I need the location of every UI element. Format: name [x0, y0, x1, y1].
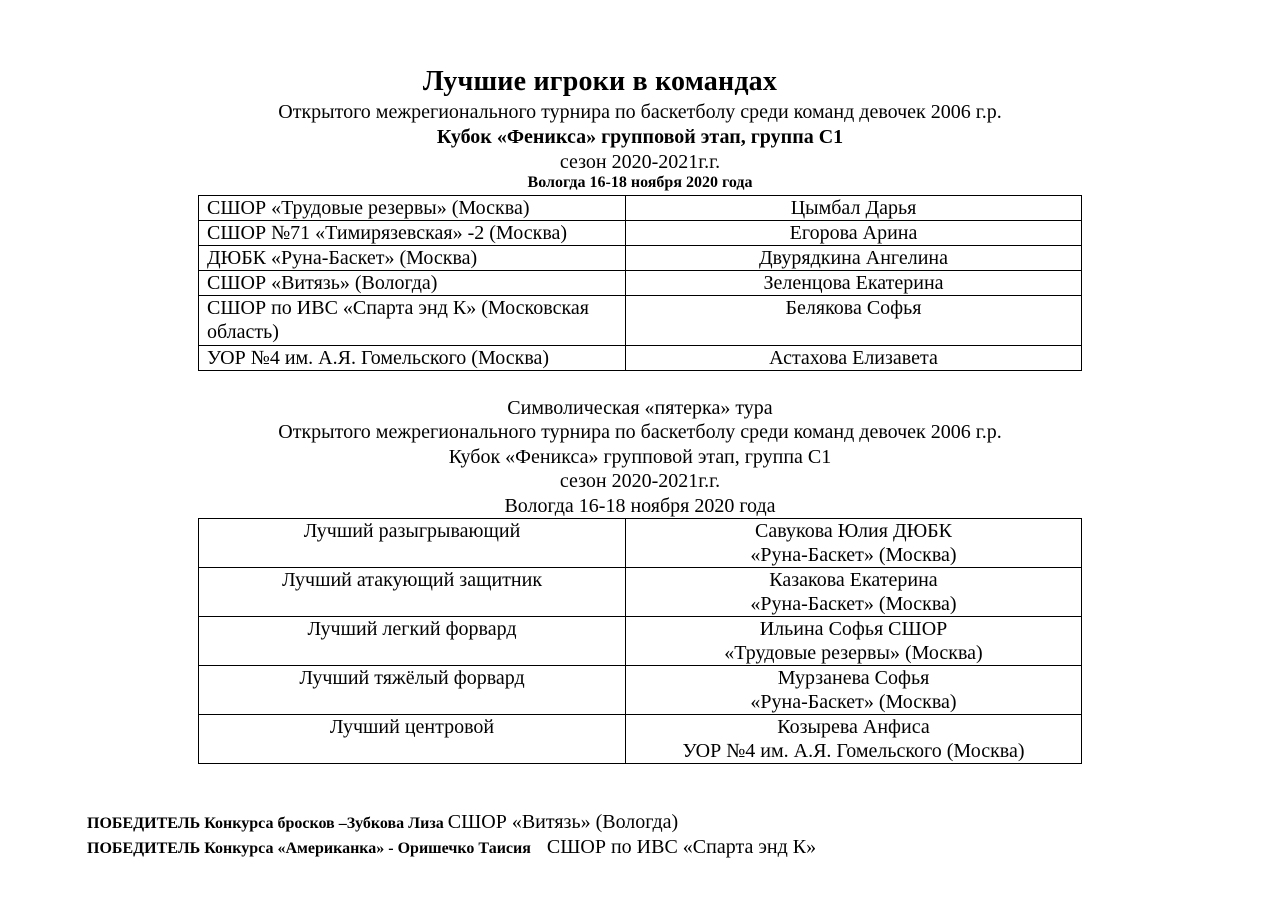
player-cell: Цымбал Дарья [626, 196, 1082, 221]
winner-line [87, 811, 678, 834]
player-cell: Белякова Софья [626, 296, 1082, 346]
table-row [199, 246, 1082, 271]
player-team: УОР №4 им. А.Я. Гомельского (Москва) [682, 740, 1025, 762]
table-row [199, 346, 1082, 371]
table-row [199, 221, 1082, 246]
player-cell: Двурядкина Ангелина [626, 246, 1082, 271]
player-team: «Руна-Баскет» (Москва) [750, 544, 957, 566]
team-cell: УОР №4 им. А.Я. Гомельского (Москва) [199, 346, 626, 371]
tournament-name: Открытого межрегионального турнира по баскетболу среди команд девочек 2006 г.р. [278, 101, 1002, 123]
player-name: Ильина Софья СШОР [759, 618, 948, 640]
best-players-table [198, 195, 1082, 371]
table-row [199, 568, 1082, 617]
table-row [199, 715, 1082, 764]
winner-text: ПОБЕДИТЕЛЬ Конкурса «Американка» - Оришечко Таисия [87, 840, 531, 857]
symbolic-five-table [198, 518, 1082, 764]
winner-team: СШОР по ИВС «Спарта энд К» [546, 836, 817, 858]
player-team: «Руна-Баскет» (Москва) [750, 691, 957, 713]
team-cell: СШОР по ИВС «Спарта энд К» (Московская область) [199, 296, 626, 346]
player-cell [626, 568, 1082, 617]
player-cell: Астахова Елизавета [626, 346, 1082, 371]
page-title-text: Лучшие игроки в командах [422, 66, 778, 97]
table-row [199, 271, 1082, 296]
table-row [199, 666, 1082, 715]
table-row [199, 296, 1082, 346]
player-name: Савукова Юлия ДЮБК [755, 520, 952, 542]
position-cell: Лучший тяжёлый форвард [199, 666, 626, 715]
location-dates: Вологда 16-18 ноября 2020 года [527, 174, 753, 191]
position-cell: Лучший атакующий защитник [199, 568, 626, 617]
position-cell: Лучший центровой [199, 715, 626, 764]
player-cell: Егорова Арина [626, 221, 1082, 246]
five-location-dates: Вологда 16-18 ноября 2020 года [504, 495, 776, 517]
five-season: сезон 2020-2021г.г. [559, 470, 721, 492]
team-cell: СШОР «Витязь» (Вологда) [199, 271, 626, 296]
table-row [199, 519, 1082, 568]
player-cell [626, 666, 1082, 715]
team-cell: СШОР «Трудовые резервы» (Москва) [199, 196, 626, 221]
team-cell: ДЮБК «Руна-Баскет» (Москва) [199, 246, 626, 271]
winner-line [87, 836, 816, 859]
position-cell: Лучший легкий форвард [199, 617, 626, 666]
player-name: Казакова Екатерина [769, 569, 938, 591]
five-title: Символическая «пятерка» тура [507, 397, 773, 419]
five-cup-stage: Кубок «Феникса» групповой этап, группа С1 [448, 446, 832, 468]
page-title [0, 66, 1280, 98]
team-cell: СШОР №71 «Тимирязевская» -2 (Москва) [199, 221, 626, 246]
cup-stage: Кубок «Феникса» групповой этап, группа С1 [436, 126, 844, 148]
player-cell [626, 617, 1082, 666]
table-row [199, 196, 1082, 221]
position-cell: Лучший разыгрывающий [199, 519, 626, 568]
winner-text: ПОБЕДИТЕЛЬ Конкурса бросков –Зубкова Лиза [87, 815, 444, 832]
player-name: Козырева Анфиса [777, 716, 930, 738]
season: сезон 2020-2021г.г. [559, 151, 721, 173]
player-cell [626, 519, 1082, 568]
player-team: «Руна-Баскет» (Москва) [750, 593, 957, 615]
player-cell: Зеленцова Екатерина [626, 271, 1082, 296]
table-row [199, 617, 1082, 666]
player-team: «Трудовые резервы» (Москва) [724, 642, 983, 664]
five-tournament-name: Открытого межрегионального турнира по баскетболу среди команд девочек 2006 г.р. [278, 421, 1002, 443]
player-cell [626, 715, 1082, 764]
winner-team: СШОР «Витязь» (Вологда) [447, 811, 679, 833]
player-name: Мурзанева Софья [777, 667, 930, 689]
